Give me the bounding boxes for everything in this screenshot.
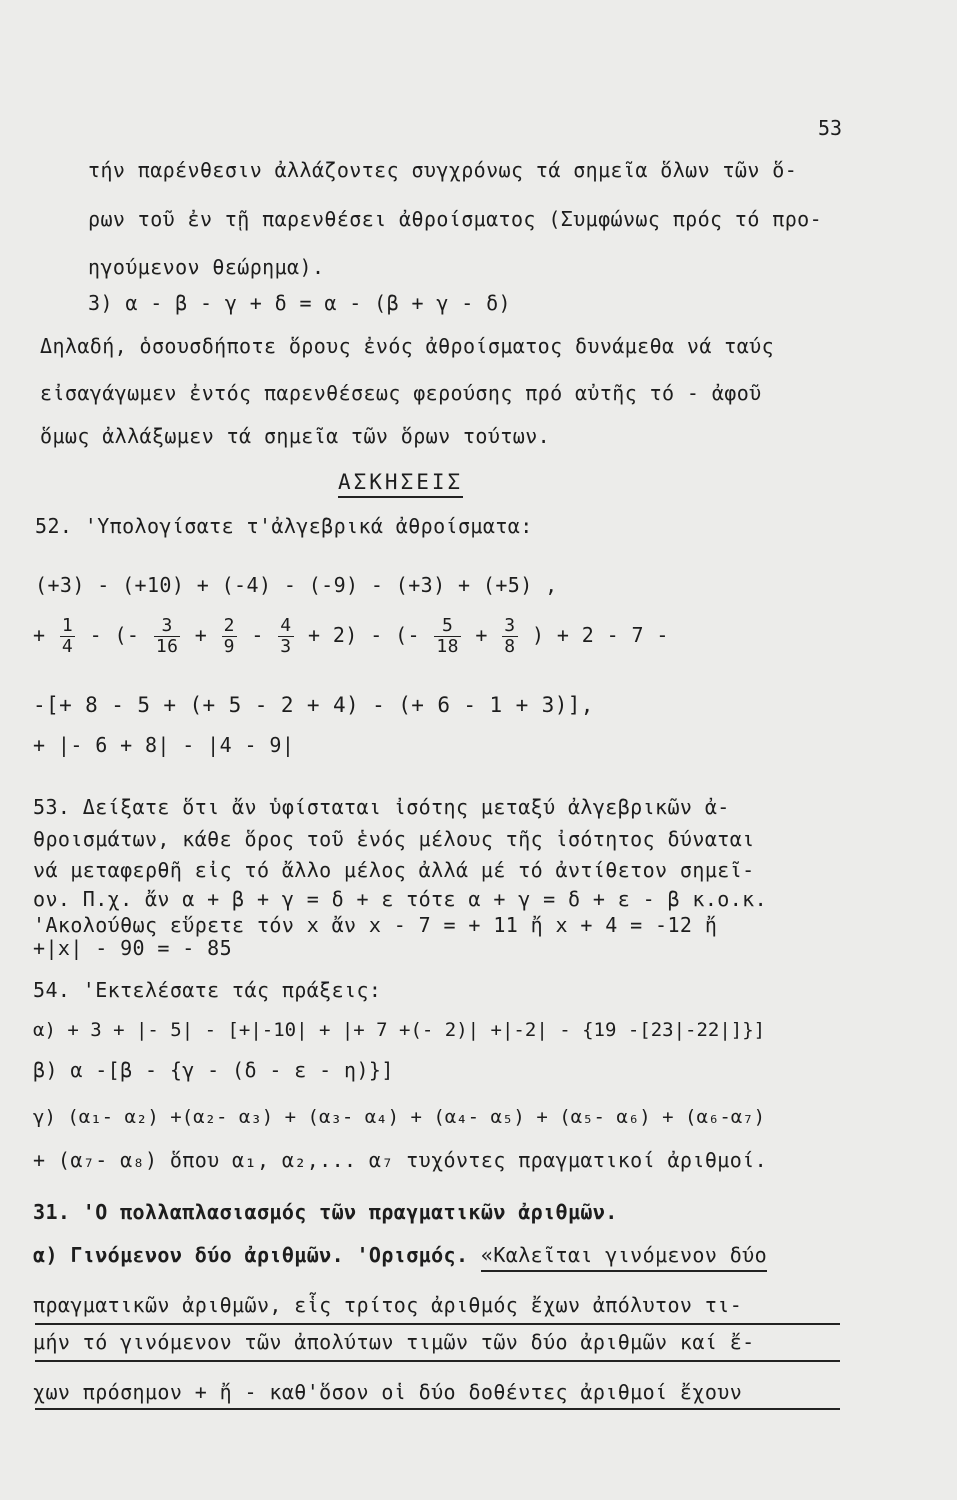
section-31-definition-line: πραγματικῶν ἀριθμῶν, εἷς τρίτος ἀριθμός ἔχων ἀπόλυτον τι- bbox=[33, 1293, 743, 1317]
exercise-54-title: 54. 'Εκτελέσατε τάς πράξεις: bbox=[33, 978, 382, 1002]
fraction: $\frac{2}{9}$ bbox=[223, 615, 235, 657]
exercise-53-line: 'Ακολούθως εὕρετε τόν x ἄν x - 7 = + 11 ἤ x + 4 = -12 ἤ bbox=[33, 913, 718, 937]
definition-text: «Καλεῖται γινόμενον δύο bbox=[481, 1243, 767, 1272]
underline-rule bbox=[35, 1360, 840, 1362]
text-line: ρων τοῦ ἐν τῇ παρενθέσει ἀθροίσματος (Συμφώνως πρός τό προ- bbox=[88, 207, 823, 231]
fraction: $\frac{5}{18}$ bbox=[436, 615, 459, 657]
exercise-53-line: 53. Δείξατε ὅτι ἄν ὑφίσταται ἰσότης μεταξύ ἀλγεβρικῶν ἀ- bbox=[33, 795, 730, 819]
text-line: ηγούμενον θεώρημα). bbox=[88, 255, 325, 279]
section-31-title: 31. 'Ο πολλαπλασιασμός τῶν πραγματικῶν ἀριθμῶν. bbox=[33, 1200, 618, 1224]
fraction: $\frac{1}{4}$ bbox=[61, 615, 74, 657]
section-31-definition-line: χων πρόσημον + ἤ - καθ'ὅσον οἱ δύο δοθέντες ἀριθμοί ἔχουν bbox=[33, 1380, 743, 1404]
exercise-53-line: νά μεταφερθῆ εἰς τό ἄλλο μέλος ἀλλά μέ τό ἀντίθετον σημεῖ- bbox=[33, 858, 755, 882]
text-line: εἰσαγάγωμεν ἐντός παρενθέσεως φερούσης πρό αὐτῆς τό - ἀφοῦ bbox=[40, 381, 762, 405]
exercise-54-part-b: β) α -[β - {γ - (δ - ε - η)}] bbox=[33, 1058, 394, 1082]
definition-label: α) Γινόμενον δύο ἀριθμῶν. 'Ορισμός. bbox=[33, 1243, 469, 1267]
text-line: ὅμως ἀλλάξωμεν τά σημεῖα τῶν ὅρων τούτων. bbox=[40, 424, 551, 448]
exercise-54-part-a: α) + 3 + |- 5| - [+|-10| + |+ 7 +(- 2)| +|-2| - {19 -[23|-22|]}] bbox=[33, 1019, 766, 1041]
page-number: 53 bbox=[818, 116, 843, 140]
section-heading-exercises: ΑΣΚΗΣΕΙΣ bbox=[338, 470, 463, 498]
section-31-definition-line bbox=[33, 1243, 767, 1267]
identity-formula: 3) α - β - γ + δ = α - (β + γ - δ) bbox=[88, 291, 511, 315]
text-line: τήν παρένθεσιν ἀλλάζοντες συγχρόνως τά σημεῖα ὅλων τῶν ὅ- bbox=[88, 158, 798, 182]
exercise-53-line: θροισμάτων, κάθε ὅρος τοῦ ἑνός μέλους τῆς ἰσότητος δύναται bbox=[33, 827, 755, 851]
exercise-53-line: +|x| - 90 = - 85 bbox=[33, 936, 233, 960]
exercise-54-part-c: γ) (α₁- α₂) +(α₂- α₃) + (α₃- α₄) + (α₄- α₅) + (α₅- α₆) + (α₆-α₇) bbox=[33, 1106, 766, 1128]
section-31-definition-line: μήν τό γινόμενον τῶν ἀπολύτων τιμῶν τῶν δύο ἀριθμῶν καί ἔ- bbox=[33, 1330, 755, 1354]
underline-rule bbox=[35, 1323, 840, 1325]
exercise-52-title: 52. 'Υπολογίσατε τ'ἀλγεβρικά ἀθροίσματα: bbox=[35, 514, 533, 538]
exercise-54-part-d: + (α₇- α₈) ὅπου α₁, α₂,... α₇ τυχόντες πραγματικοί ἀριθμοί. bbox=[33, 1148, 768, 1172]
exercise-52-expression: (+3) - (+10) + (-4) - (-9) - (+3) + (+5) , bbox=[35, 573, 558, 597]
fraction: $\frac{3}{16}$ bbox=[155, 615, 179, 657]
text-line: Δηλαδή, ὁσουσδήποτε ὅρους ἐνός ἀθροίσματος δυνάμεθα νά ταύς bbox=[40, 334, 775, 358]
exercise-52-fraction-expression: + $\frac{1}{4}$ - (- $\frac{3}{16}$ + $\frac{2}{9}$ - $\frac{4}{3}$ + 2) - (- $\frac{5}{18}$ + $\frac{3}{8}$ ) + 2 - 7 - bbox=[33, 615, 669, 657]
fraction: $\frac{4}{3}$ bbox=[280, 615, 292, 657]
exercise-52-bracket-expression: -[+ 8 - 5 + (+ 5 - 2 + 4) - (+ 6 - 1 + 3)], bbox=[33, 693, 594, 717]
exercise-53-line: ον. Π.χ. ἄν α + β + γ = δ + ε τότε α + γ = δ + ε - β κ.ο.κ. bbox=[33, 887, 768, 911]
underline-rule bbox=[35, 1408, 840, 1410]
fraction: $\frac{3}{8}$ bbox=[504, 615, 516, 657]
exercise-52-absolute-expression: + |- 6 + 8| - |4 - 9| bbox=[33, 733, 295, 757]
